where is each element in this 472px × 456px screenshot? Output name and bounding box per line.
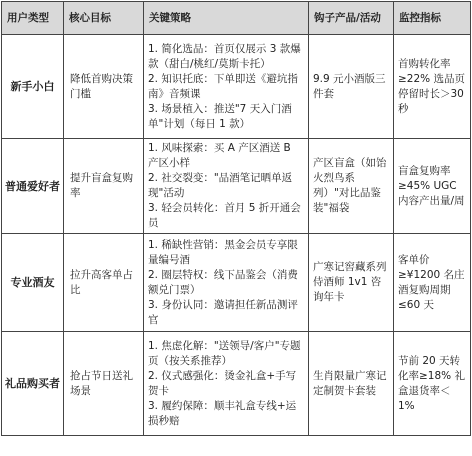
strategy-item: 1. 简化选品：首页仅展示 3 款爆款（甜白/桃红/莫斯卡托） [148,42,301,70]
strategy-cell [144,332,309,436]
header-metrics: 监控指标 [394,2,471,35]
core-goal-cell: 拉升高客单占比 [64,234,144,332]
strategy-item: 2. 圈层特权：线下品鉴会（消费额兑门票） [148,268,298,296]
strategy-item: 1. 焦虑化解："送领导/客户"专题页（按关系推荐） [148,339,301,367]
core-goal-cell: 降低首购决策门槛 [64,35,144,139]
metrics-cell: 盲盒复购率≥45% UGC 内容产出量/周 [394,139,471,234]
strategy-cell [144,234,309,332]
strategy-item: 3. 场景植入：推送"7 天入门酒单"计划（每日 1 款） [148,102,292,130]
user-type-cell: 礼品购买者 [2,332,64,436]
metrics-cell: 客单价≥¥1200 名庄酒复购周期≤60 天 [394,234,471,332]
strategy-cell [144,35,309,139]
core-goal-cell: 抢占节日送礼场景 [64,332,144,436]
core-goal-cell: 提升盲盒复购率 [64,139,144,234]
hook-product-cell: 9.9 元小酒版三件套 [309,35,394,139]
metrics-cell: 首购转化率≥22% 选品页停留时长＞30 秒 [394,35,471,139]
hook-product-cell: 广寒记窖藏系列 侍酒师 1v1 咨询年卡 [309,234,394,332]
strategy-item: 3. 轻会员转化：首月 5 折开通会员 [148,202,301,229]
strategy-item: 3. 履约保障：顺丰礼盒专线+运损秒赔 [148,399,297,427]
table-row [2,35,471,139]
metrics-cell: 节前 20 天转化率≥18% 礼盒退货率＜1% [394,332,471,436]
strategy-item: 2. 知识托底：下单即送《避坑指南》音频课 [148,72,298,100]
strategy-item: 1. 风味探索：买 A 产区酒送 B 产区小样 [148,142,291,169]
hook-product-cell: 产区盲盒（如饴火烈鸟系列）"对比品鉴装"福袋 [309,139,394,234]
strategy-item: 2. 仪式感强化：烫金礼盒+手写贺卡 [148,369,297,397]
user-type-cell: 专业酒友 [2,234,64,332]
user-type-cell: 普通爱好者 [2,139,64,234]
hook-product-cell: 生肖限量广寒记 定制贺卡套装 [309,332,394,436]
strategy-item: 2. 社交裂变："品酒笔记晒单返现"活动 [148,172,293,199]
table-row [2,332,471,436]
strategy-item: 3. 身份认同：邀请担任新品测评官 [148,298,298,326]
strategy-table [1,1,471,436]
header-core-goal: 核心目标 [64,2,144,35]
header-row [2,2,471,35]
table-row [2,234,471,332]
strategy-cell [144,139,309,234]
header-hook-product: 钩子产品/活动 [309,2,394,35]
header-user-type: 用户类型 [2,2,64,35]
header-key-strategy: 关键策略 [144,2,309,35]
strategy-item: 1. 稀缺性营销：黑金会员专享限量编号酒 [148,238,298,266]
user-type-cell: 新手小白 [2,35,64,139]
table-row [2,139,471,234]
